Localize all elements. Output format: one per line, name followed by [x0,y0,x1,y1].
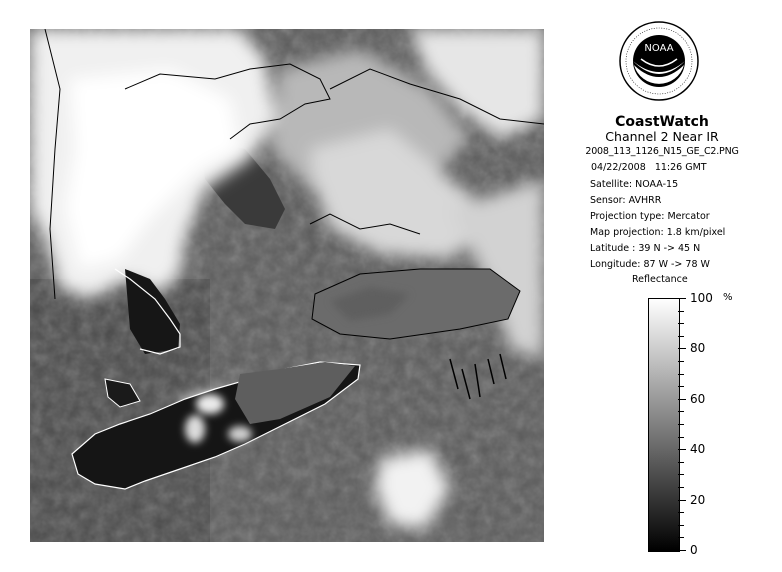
colorbar-tick [678,512,684,513]
colorbar-tick [678,474,684,475]
colorbar-tick [678,361,684,362]
file-name: 2008_113_1126_N15_GE_C2.PNG [585,146,739,157]
product-title: CoastWatch [615,114,709,130]
projection-type: Projection type: Mercator [590,211,710,222]
colorbar-tick-label: 40 [690,442,706,456]
colorbar-tick [678,336,684,337]
colorbar-tick [678,374,684,375]
acquisition-datetime [591,162,707,173]
colorbar-tick [678,323,684,324]
satellite-map [30,29,544,542]
colorbar-tick-label: 80 [690,341,706,355]
colorbar-tick [678,437,684,438]
colorbar-tick [678,386,684,387]
colorbar-tick [678,424,684,425]
colorbar-tick [678,537,684,538]
colorbar-tick [678,525,684,526]
map-projection: Map projection: 1.8 km/pixel [590,227,726,238]
noaa-logo-icon [619,21,699,101]
svg-text:NOAA: NOAA [644,43,674,54]
colorbar-tick-label: 60 [690,392,706,406]
longitude-range: Longitude: 87 W -> 78 W [590,259,710,270]
colorbar-unit: % [723,292,733,303]
colorbar-tick [678,487,684,488]
channel-title: Channel 2 Near IR [605,129,719,144]
acquisition-time: 11:26 GMT [654,162,707,173]
colorbar-tick [678,449,686,450]
colorbar-tick-label: 100 [690,291,713,305]
colorbar-tick [678,462,684,463]
colorbar-label: Reflectance [632,274,688,285]
sensor-info: Sensor: AVHRR [590,195,662,206]
colorbar-tick [678,298,686,299]
colorbar-tick [678,500,686,501]
acquisition-date: 04/22/2008 [591,162,646,173]
colorbar-tick-label: 0 [690,543,698,557]
colorbar-tick [678,399,686,400]
satellite-info: Satellite: NOAA-15 [590,179,679,190]
map-image [30,29,544,542]
colorbar-tick [678,348,686,349]
reflectance-colorbar [648,298,680,552]
colorbar-tick [678,311,684,312]
noaa-logo [619,21,699,101]
colorbar-tick [678,550,686,551]
colorbar-tick [678,411,684,412]
latitude-range: Latitude : 39 N -> 45 N [590,243,701,254]
colorbar-tick-label: 20 [690,493,706,507]
